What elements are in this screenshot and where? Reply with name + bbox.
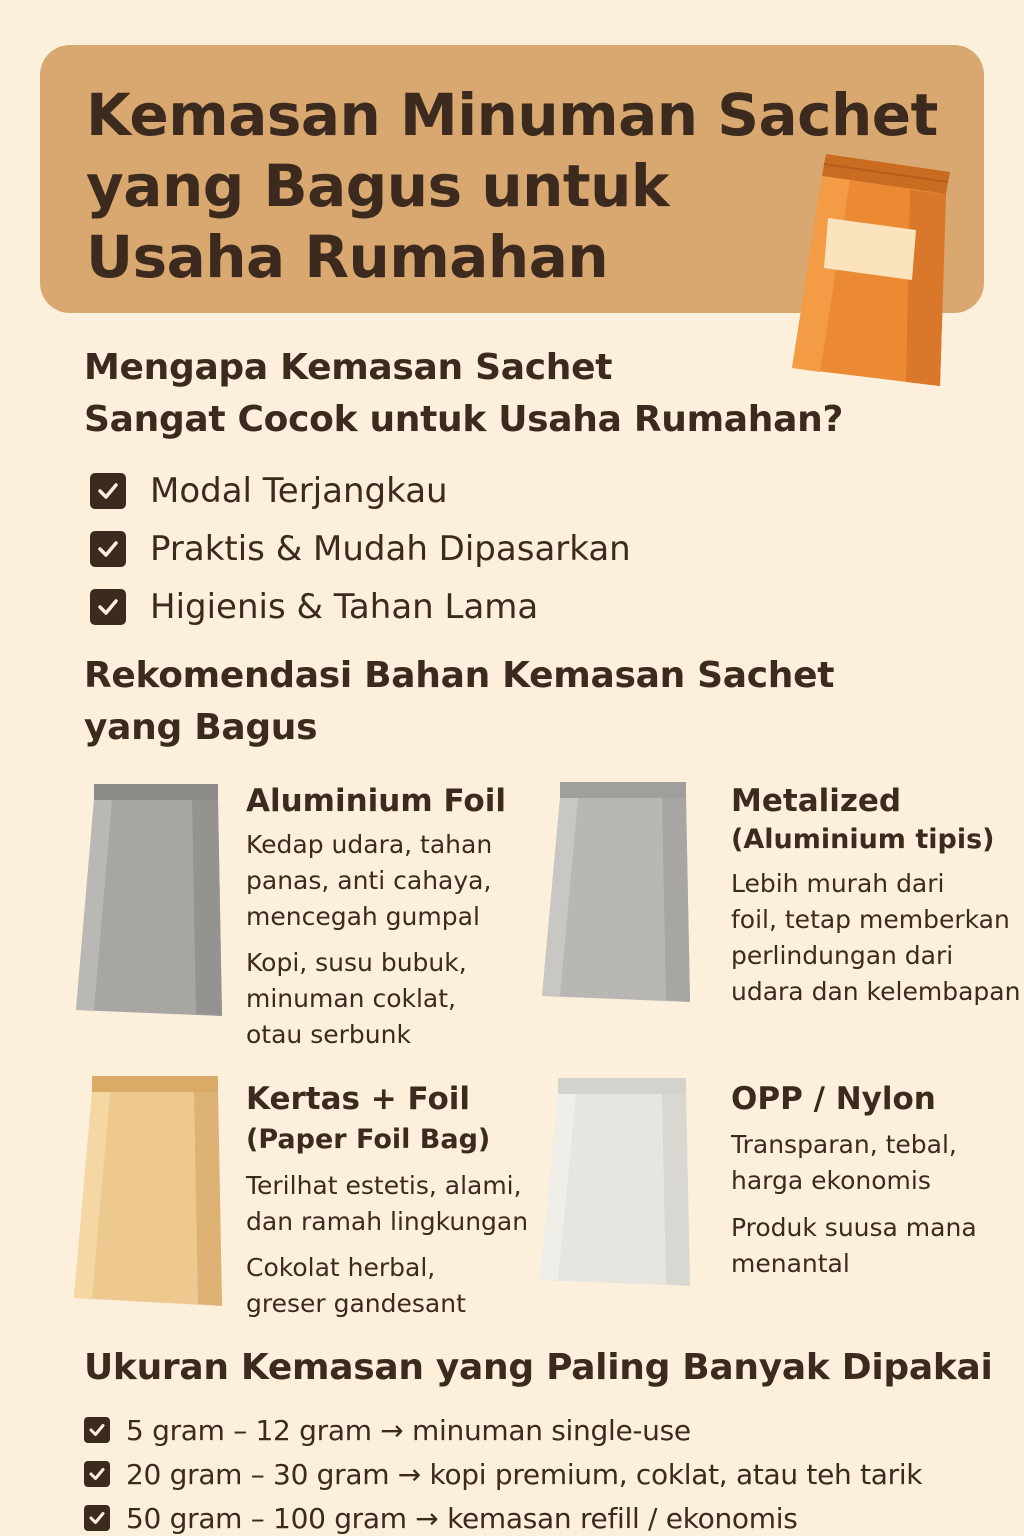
description-line: panas, anti cahaya, <box>246 866 492 895</box>
description-line: perlindungan dari <box>731 941 954 970</box>
list-item-label: 50 gram – 100 gram → kemasan refill / ekonomis <box>126 1501 798 1535</box>
material-subtitle: (Paper Foil Bag) <box>246 1124 491 1155</box>
description-line: foil, tetap memberkan <box>731 905 1010 934</box>
checkbox-icon <box>84 1417 110 1443</box>
use-line: minuman coklat, <box>246 984 456 1013</box>
material-name: Kertas + Foil <box>246 1081 471 1117</box>
list-item-label: 20 gram – 30 gram → kopi premium, coklat, atau teh tarik <box>126 1457 923 1491</box>
material-description <box>731 866 1020 1010</box>
material-description <box>246 1168 528 1240</box>
material-name: OPP / Nylon <box>731 1081 936 1117</box>
list-item <box>84 1496 922 1536</box>
description-line: Kedap udara, tahan <box>246 830 493 859</box>
use-line: otau serbunk <box>246 1020 411 1049</box>
list-item <box>84 1452 922 1496</box>
list-item-label: 5 gram – 12 gram → minuman single-use <box>126 1413 691 1447</box>
material-name: Aluminium Foil <box>246 783 506 819</box>
description-line: dan ramah lingkungan <box>246 1207 529 1236</box>
description-line: udara dan kelembapan <box>731 977 1021 1006</box>
page-title-line: yang Bagus untuk <box>86 152 669 220</box>
sizes-heading: Ukuran Kemasan yang Paling Banyak Dipakai <box>84 1347 993 1388</box>
list-item-label: Modal Terjangkau <box>150 471 448 511</box>
description-line: Transparan, tebal, <box>731 1130 957 1159</box>
why-list <box>90 462 631 636</box>
description-line: harga ekonomis <box>731 1166 931 1195</box>
description-line: Terilhat estetis, alami, <box>246 1171 522 1200</box>
page-title <box>86 80 938 293</box>
list-item-label: Praktis & Mudah Dipasarkan <box>150 529 631 569</box>
materials-heading <box>84 650 834 754</box>
checkbox-icon <box>90 589 126 625</box>
page-title-line: Usaha Rumahan <box>86 223 609 291</box>
use-line: menantal <box>731 1249 850 1278</box>
material-description <box>731 1127 957 1199</box>
why-heading-line: Sangat Cocok untuk Usaha Rumahan? <box>84 399 844 440</box>
sizes-list <box>84 1408 922 1536</box>
materials-heading-line: Rekomendasi Bahan Kemasan Sachet <box>84 655 835 696</box>
material-subtitle: (Aluminium tipis) <box>731 824 995 855</box>
list-item-label: Higienis & Tahan Lama <box>150 587 539 627</box>
metalized-bag-icon <box>538 778 692 1008</box>
why-heading-line: Mengapa Kemasan Sachet <box>84 347 613 388</box>
use-line: greser gandesant <box>246 1289 466 1318</box>
list-item <box>90 462 631 520</box>
checkbox-icon <box>90 473 126 509</box>
checkbox-icon <box>84 1461 110 1487</box>
use-line: Produk suusa mana <box>731 1213 977 1242</box>
paper-foil-bag-icon <box>70 1072 224 1312</box>
description-line: mencegah gumpal <box>246 902 480 931</box>
checkbox-icon <box>90 531 126 567</box>
use-line: Cokolat herbal, <box>246 1253 436 1282</box>
page-title-line: Kemasan Minuman Sachet <box>86 81 938 149</box>
material-use <box>246 1250 466 1322</box>
materials-heading-line: yang Bagus <box>84 707 318 748</box>
aluminium-foil-bag-icon <box>72 780 224 1022</box>
opp-nylon-bag-icon <box>536 1074 692 1292</box>
checkbox-icon <box>84 1505 110 1531</box>
why-heading <box>84 342 843 446</box>
list-item <box>90 578 631 636</box>
use-line: Kopi, susu bubuk, <box>246 948 467 977</box>
list-item <box>84 1408 922 1452</box>
material-use <box>731 1210 977 1282</box>
list-item <box>90 520 631 578</box>
material-name: Metalized <box>731 783 902 819</box>
material-description <box>246 827 492 935</box>
material-use <box>246 945 467 1053</box>
description-line: Lebih murah dari <box>731 869 945 898</box>
